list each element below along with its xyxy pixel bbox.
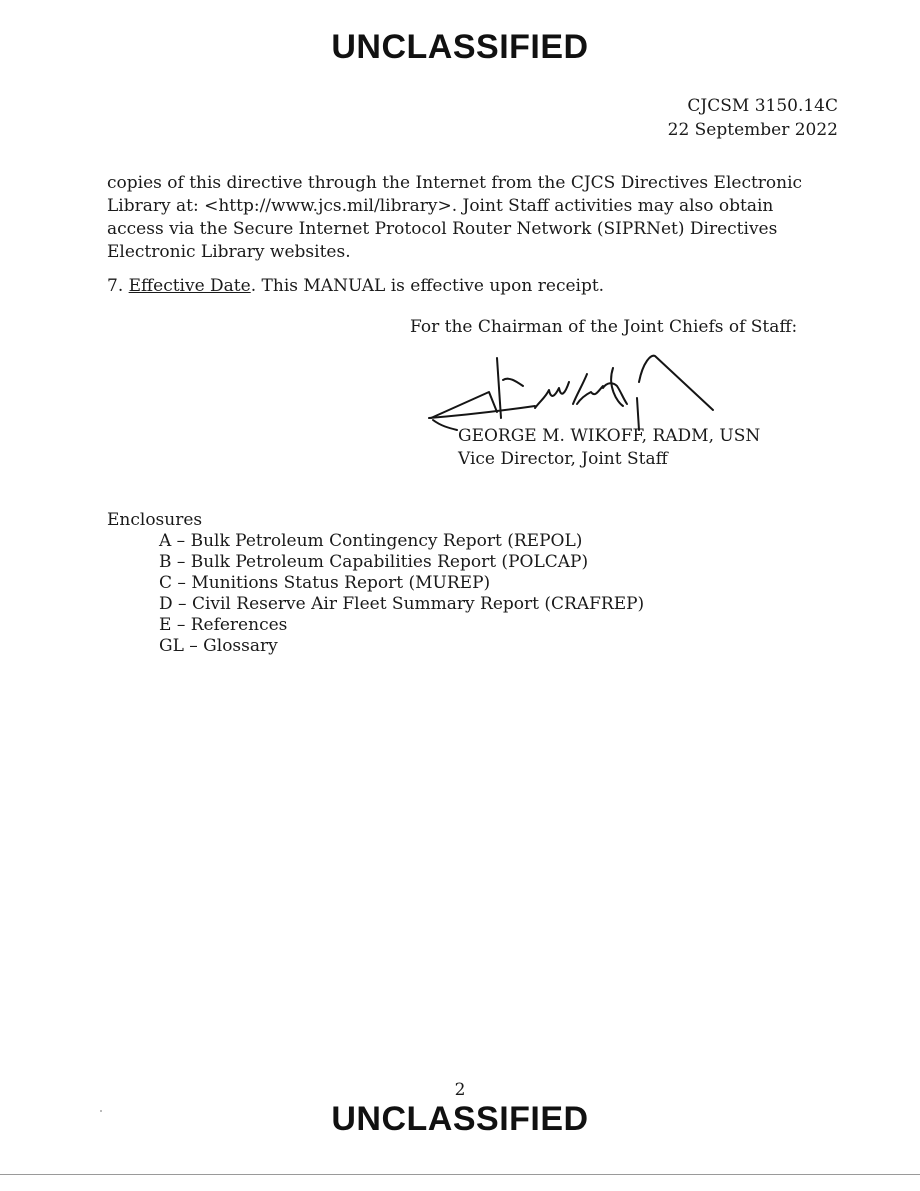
classification-banner-top: UNCLASSIFIED	[331, 28, 589, 66]
signer-block	[458, 425, 760, 471]
enclosure-item: GL – Glossary	[159, 636, 278, 656]
classification-banner-bottom: UNCLASSIFIED	[331, 1100, 589, 1138]
enclosure-item: A – Bulk Petroleum Contingency Report (REPOL)	[159, 531, 583, 551]
paragraph-continued: copies of this directive through the Internet from the CJCS Directives Electronic Library at: <http://www.jcs.mil/library>. Joint Staff activities may also obtain access via the Secure Internet Protocol Router Network (SIPRNet) Directives Electronic Library websites.	[107, 173, 803, 262]
paragraph-7-text: . This MANUAL is effective upon receipt.	[250, 276, 605, 296]
enclosure-item: B – Bulk Petroleum Capabilities Report (POLCAP)	[159, 552, 589, 572]
paragraph-7-heading: Effective Date	[128, 276, 251, 296]
enclosures-list	[107, 531, 644, 657]
signer-name: GEORGE M. WIKOFF, RADM, USN	[458, 426, 761, 446]
signer-title: Vice Director, Joint Staff	[458, 449, 668, 469]
enclosures-section	[107, 510, 644, 657]
document-identifier	[668, 94, 838, 142]
signature-for-line: For the Chairman of the Joint Chiefs of Staff:	[410, 317, 798, 337]
paragraph-7-number: 7.	[107, 276, 124, 296]
enclosure-item: E – References	[159, 615, 288, 635]
enclosures-heading: Enclosures	[107, 510, 203, 530]
document-date: 22 September 2022	[667, 120, 838, 140]
page-number: 2	[454, 1080, 466, 1100]
paragraph-7	[107, 275, 827, 298]
scan-artifact	[100, 1110, 102, 1112]
document-number: CJCSM 3150.14C	[687, 96, 838, 116]
page-bottom-edge	[0, 1174, 920, 1175]
enclosure-item: C – Munitions Status Report (MUREP)	[159, 573, 491, 593]
enclosure-item: D – Civil Reserve Air Fleet Summary Report (CRAFREP)	[159, 594, 645, 614]
